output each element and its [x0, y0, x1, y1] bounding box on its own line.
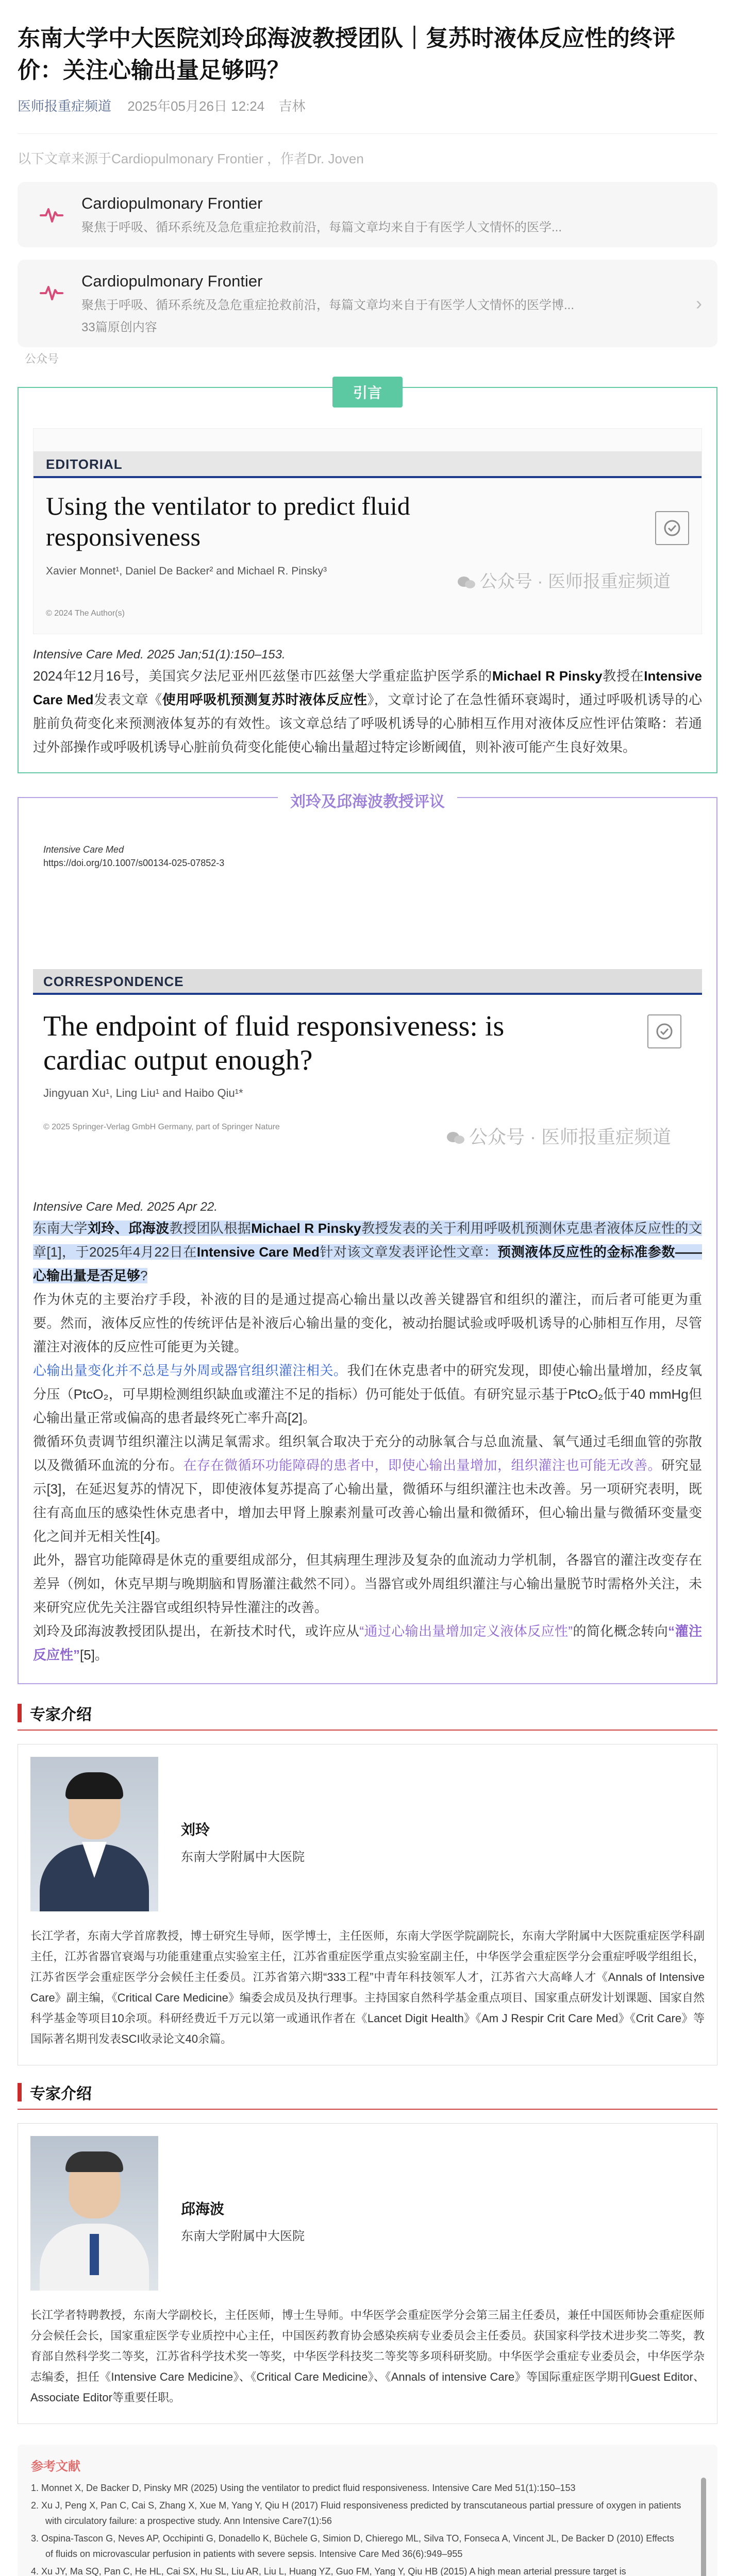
- profile-original-count: 33篇原创内容: [81, 320, 157, 334]
- title-bold: 使用呼吸机预测复苏时液体反应性: [162, 692, 368, 707]
- expert-bio: 长江学者特聘教授，东南大学副校长，主任医师，博士生导师。中华医学会重症医学分会第三届主任委员，兼任中国医师协会重症医师分会候任会长，国家重症医学专业质控中心主任，中国医药教育协会感染疾病专业委员会主任委员。获国家科学技术进步奖二等奖，教育部自然科学奖二等奖，江苏省科学技术奖一等奖，中华医学科技奖二等奖等多项科研奖励。中华医学会重症专业委员会，中华医学杂志编委，担任《Intensive Care Medicine》、《Critical Care Medicine》、《Annals of intensive Care》等国际重症医学期刊Guest Editor、Associate Editor等重要任职。: [30, 2309, 705, 2404]
- journal-name: Intensive Care Med: [43, 844, 124, 855]
- text: 研究显示[3]，在延迟复苏的情况下，即使液体复苏提高了心输出量，微循环与组织灌注也未改善。另一项研究表明，既往有高血压的感染性休克患者中，增加去甲肾上腺素剂量可改善心输出量和微循环，但心输出量与微循环变量变化之间并无相关性[4]。: [33, 1458, 702, 1544]
- publish-location: 吉林: [278, 98, 306, 114]
- cardio-logo-icon: [33, 196, 70, 233]
- purple-highlight: “灌注反应性”: [33, 1623, 702, 1663]
- section-mark: [18, 1704, 22, 1722]
- text: 针对该文章发表评论性文章：: [319, 1244, 498, 1260]
- section-title: 专家介绍: [30, 2086, 92, 2103]
- paper-doi: https://doi.org/10.1007/s00134-025-07852-3: [43, 858, 225, 868]
- reference-item: 2. Xu J, Peng X, Pan C, Cai S, Zhang X, Xue M, Yang Y, Qiu H (2017) Fluid responsiveness predicted by transcutaneous partial pressure of oxygen in patients with circulatory failure: a prospective study. Ann Intensive Care7(1):56: [31, 2500, 681, 2526]
- expert-card: [18, 2123, 717, 2424]
- paper-footer: © 2025 Springer-Verlag GmbH Germany, part of Springer Nature: [43, 1123, 280, 1131]
- paper-section: EDITORIAL: [46, 456, 123, 472]
- profile-name: Cardiopulmonary Frontier: [81, 272, 263, 290]
- intro-box: [18, 387, 717, 773]
- author-link[interactable]: 医师报重症频道: [18, 98, 112, 114]
- watermark-text: 公众号 · 医师报重症频道: [479, 572, 671, 591]
- expert-photo: [30, 1757, 158, 1911]
- profile-name: Cardiopulmonary Frontier: [81, 194, 263, 212]
- expert-card: [18, 1744, 717, 2065]
- profile-card[interactable]: [18, 260, 717, 347]
- cardio-logo-icon: [33, 274, 70, 311]
- correspondence-paper-image: [33, 834, 702, 1195]
- journal-bold: Intensive Care Med: [33, 668, 702, 707]
- section-mark: [18, 2083, 22, 2102]
- comment-paragraph-3: [33, 1359, 702, 1430]
- photo-hair: [65, 2151, 123, 2172]
- references-box: [18, 2445, 717, 2576]
- paper-section-bar: [34, 451, 701, 478]
- publish-date: 2025年05月26日 12:24: [127, 98, 265, 114]
- expert-section-heading: [18, 1702, 717, 1731]
- expert-photo: [30, 2136, 158, 2291]
- chevron-right-icon: ›: [696, 293, 702, 314]
- expert-org: 东南大学附属中大医院: [181, 2229, 305, 2243]
- text: 刘玲及邱海波教授团队提出，在新技术时代，或许应从: [33, 1623, 360, 1639]
- name-bold: Michael R Pinsky: [492, 668, 603, 684]
- paper-authors: Xavier Monnet¹, Daniel De Backer² and Michael R. Pinsky³: [46, 565, 327, 577]
- references-list[interactable]: [31, 2480, 704, 2576]
- text: 我们在休克患者中的研究发现，即使心输出量增加，经皮氧分压（PtcO₂，可早期检测组织缺血或灌注不足的指标）仍可能处于低值。有研究显示基于PtcO₂低于40 mmHg但心输出量正常或偏高的患者最终死亡率升高[2]。: [33, 1363, 702, 1426]
- check-updates-icon: [647, 1014, 681, 1048]
- source-note: 以下文章来源于Cardiopulmonary Frontier ，作者Dr. Joven: [18, 151, 364, 166]
- text: 教授发表的关于利用呼吸机预测休克患者液体反应性的文章[1]，于2025年4月22日在: [33, 1221, 702, 1260]
- title-bold: 预测液体反应性的金标准参数——心输出量是否足够: [33, 1244, 702, 1283]
- paper-title: The endpoint of fluid responsiveness: is cardiac output enough?: [43, 1010, 505, 1076]
- comment-citation: Intensive Care Med. 2025 Apr 22.: [33, 1200, 218, 1214]
- text: 东南大学: [33, 1221, 88, 1236]
- paper-footer: © 2024 The Author(s): [46, 609, 125, 618]
- purple-highlight: “通过心输出量增加定义液体反应性”: [359, 1623, 573, 1639]
- text: 教授在: [602, 668, 644, 684]
- article-meta: [18, 96, 717, 115]
- reference-item: 4. Xu JY, Ma SQ, Pan C, He HL, Cai SX, Hu SL, Liu AR, Liu L, Huang YZ, Guo FM, Yang Y, Qiu HB (2015) A high mean arterial pressure target is: [31, 2566, 626, 2576]
- purple-highlight: 在存在微循环功能障碍的患者中，即使心输出量增加，组织灌注也可能无改善。: [183, 1458, 661, 1473]
- name-bold: Michael R Pinsky: [251, 1221, 361, 1236]
- paper-authors: Jingyuan Xu¹, Ling Liu¹ and Haibo Qiu¹*: [43, 1087, 243, 1099]
- expert-org: 东南大学附属中大医院: [181, 1850, 305, 1864]
- profile-desc: 聚焦于呼吸、循环系统及急危重症抢救前沿，每篇文章均来自于有医学人文情怀的医学博...: [81, 298, 575, 312]
- account-type-label: 公众号: [25, 352, 59, 365]
- article-title: 东南大学中大医院刘玲邱海波教授团队｜复苏时液体反应性的终评价：关注心输出量足够吗？: [18, 26, 675, 83]
- expert-name: 刘玲: [181, 1822, 210, 1838]
- comment-paragraph-4: [33, 1430, 702, 1548]
- check-updates-icon: [655, 511, 689, 545]
- profile-desc: 聚焦于呼吸、循环系统及急危重症抢救前沿，每篇文章均来自于有医学人文情怀的医学...: [81, 221, 562, 234]
- comment-paragraph-6: [33, 1619, 702, 1667]
- section-title: 专家介绍: [30, 1706, 92, 1723]
- watermark: [446, 1123, 671, 1149]
- text: 教授团队根据: [169, 1221, 252, 1236]
- comment-paragraph-5: 此外，器官功能障碍是休克的重要组成部分，但其病理生理涉及复杂的血流动力学机制，各器官的灌注改变存在差异（例如，休克早期与晚期脑和胃肠灌注截然不同）。当器官或外周组织灌注与心输出量脱节时需格外关注，未来研究应优先关注器官或组织特异性灌注的改善。: [33, 1552, 702, 1615]
- intro-paragraph: [33, 664, 702, 759]
- names-bold: 刘玲、邱海波: [87, 1221, 170, 1236]
- watermark-text: 公众号 · 医师报重症频道: [469, 1126, 671, 1147]
- expert-section-heading: [18, 2081, 717, 2110]
- paper-title: Using the ventilator to predict fluid responsiveness: [46, 492, 410, 551]
- comment-box: [18, 793, 717, 1684]
- quote-citation: Intensive Care Med. 2025 Jan;51(1):150–153.: [33, 648, 286, 662]
- comment-paragraph-2: 作为休克的主要治疗手段，补液的目的是通过提高心输出量以改善关键器官和组织的灌注，而后者可能更为重要。然而，液体反应性的传统评估是补液后心输出量的变化，被动抬腿试验或呼吸机诱导的心肺相互作用，尽管灌注对液体的反应性可能更为关键。: [33, 1292, 702, 1354]
- text: 发表文章《: [93, 692, 162, 707]
- reference-item: 1. Monnet X, De Backer D, Pinsky MR (2025) Using the ventilator to predict fluid responsiveness. Intensive Care Med 51(1):150–153: [31, 2483, 576, 2493]
- photo-hair: [65, 1772, 123, 1799]
- paper-section-bar: [33, 969, 702, 995]
- text: 2024年12月16号，美国宾夕法尼亚州匹兹堡市匹兹堡大学重症监护医学系的: [33, 668, 492, 684]
- reference-item: 3. Ospina-Tascon G, Neves AP, Occhipinti G, Donadello K, Büchele G, Simion D, Chierego ML, Silva TO, Fonseca A, Vincent JL, De Backer D (2010) Effects of fluids on microvascular perfusion in patients with severe sepsis. Intensive Care Med 36(6):949–955: [31, 2533, 674, 2559]
- comment-tag: 刘玲及邱海波教授评议: [278, 787, 457, 814]
- expert-name: 邱海波: [181, 2201, 225, 2217]
- text: 的简化概念转向: [573, 1623, 669, 1639]
- expert-bio: 长江学者，东南大学首席教授，博士研究生导师，医学博士，主任医师，东南大学医学院副院长，东南大学附属中大医院重症医学科副主任，江苏省器官衰竭与功能重建重点实验室主任，江苏省重症医学重点实验室副主任，中华医学会重症医学分会重症呼吸学组组长，江苏省医学会重症医学分会候任主任委员。江苏省第六期“333工程”中青年科技领军人才，江苏省六大高峰人才《Annals of Intensive Care》副主编，《Critical Care Medicine》编委会成员及执行理事。主持国家自然科学基金重点项目、国家重点研发计划课题、国家自然科学基金等项目10余项。科研经费近千万元以第一或通讯作者在《Lancet Digit Health》《Am J Respir Crit Care Med》《Crit Care》等国际著名期刊发表SCI收录论文40余篇。: [30, 1929, 705, 2045]
- intro-tag: 引言: [332, 377, 403, 408]
- photo-tie: [90, 2234, 99, 2275]
- references-scrollbar[interactable]: [701, 2478, 706, 2576]
- comment-paragraph-1: [33, 1216, 702, 1287]
- blue-highlight: 心输出量变化并不总是与外周或器官组织灌注相关。: [33, 1363, 347, 1378]
- paper-section: CORRESPONDENCE: [43, 974, 184, 989]
- text: 微循环负责调节组织灌注以满足氧需求。组织氧合取决于充分的动脉氧合与总血流量、氧气通过毛细血管的弥散以及微循环血流的分布。: [33, 1434, 702, 1473]
- journal-bold: Intensive Care Med: [196, 1244, 320, 1260]
- watermark: [457, 567, 671, 592]
- text: 》，文章讨论了在急性循环衰竭时，通过呼吸机诱导的心脏前负荷变化来预测液体复苏的有效性。该文章总结了呼吸机诱导的心肺相互作用对液体反应性评估策略：若通过外部操作或呼吸机诱导心脏前负荷变化能使心输出量超过特定诊断阈值，则补液可能产生良好效果。: [33, 692, 702, 755]
- divider: [18, 133, 717, 134]
- editorial-paper-image: [33, 428, 702, 634]
- scrollbar-thumb[interactable]: [701, 2478, 706, 2576]
- profile-card[interactable]: [18, 182, 717, 247]
- text: [5]。: [80, 1647, 108, 1663]
- text: ?: [140, 1268, 148, 1283]
- references-title: 参考文献: [31, 2460, 80, 2473]
